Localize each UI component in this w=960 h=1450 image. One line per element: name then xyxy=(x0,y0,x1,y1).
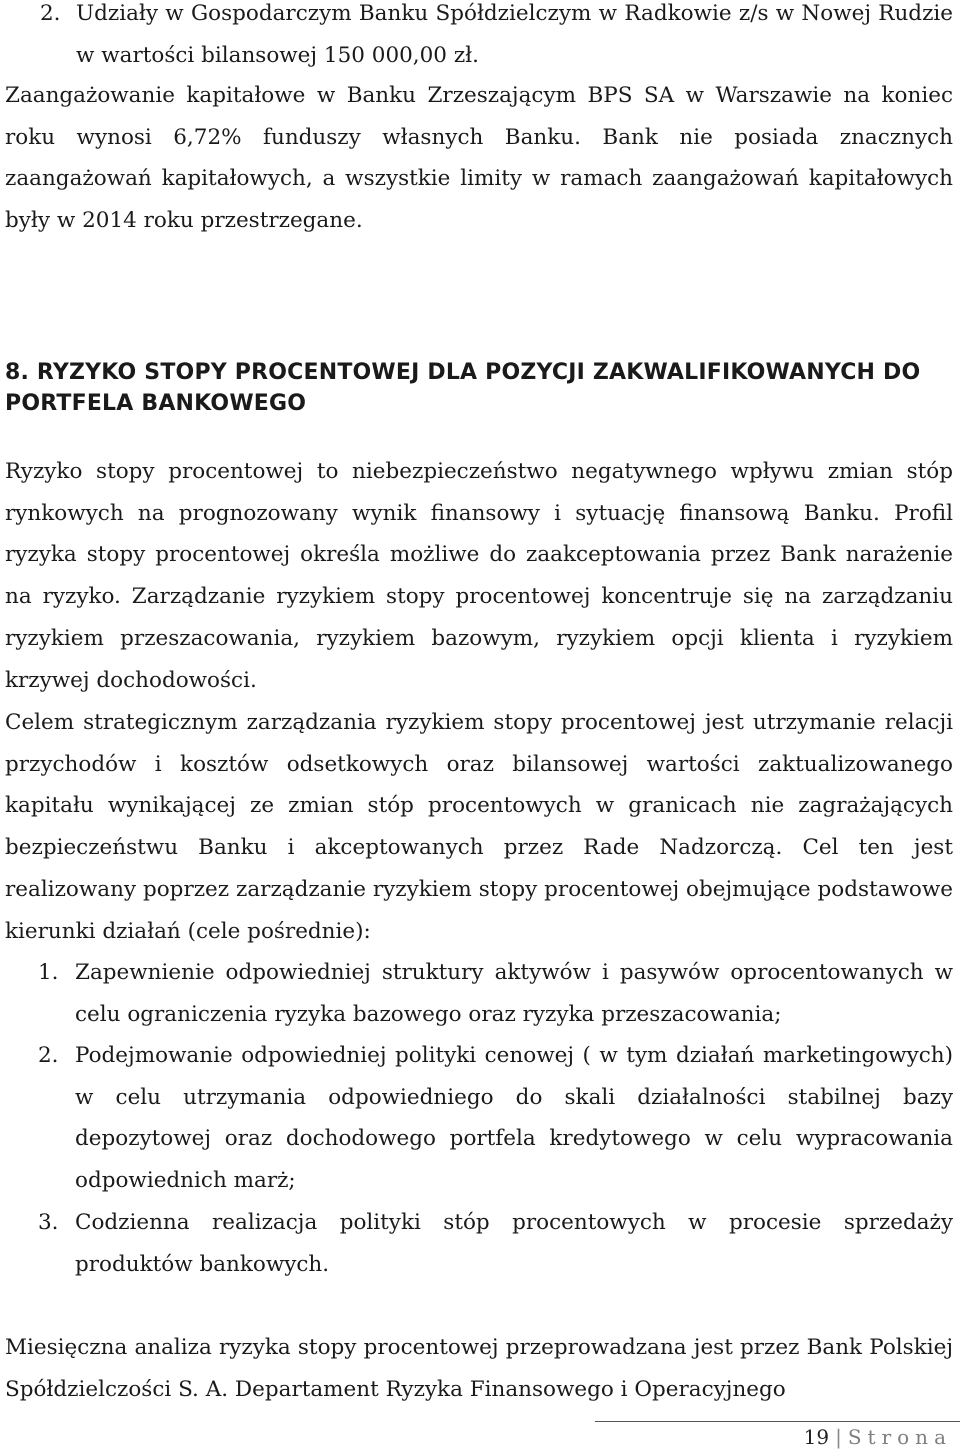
footer-divider xyxy=(595,1421,960,1422)
list-text: Udziały w Gospodarczym Banku Spółdzielczym w Radkowie z/s w Nowej Rudzie w wartości bilansowej 150 000,00 zł. xyxy=(76,1,953,68)
capital-paragraph: Zaangażowanie kapitałowe w Banku Zrzeszającym BPS SA w Warszawie na koniec roku wynosi 6,72% funduszy własnych Banku. Bank nie posiada znacznych zaangażowań kapitałowych, a wszystkie limity w ramach zaangażowań kapitałowych były w 2014 roku przestrzegane. xyxy=(5,83,953,234)
list-number: 3. xyxy=(38,1210,59,1235)
list-text: Zapewnienie odpowiedniej struktury aktywów i pasywów oprocentowanych w celu ograniczenia ryzyka bazowego oraz ryzyka przeszacowania; xyxy=(75,960,953,1027)
list-number: 2. xyxy=(38,1043,59,1068)
list-number: 2. xyxy=(40,1,61,26)
list-number: 1. xyxy=(38,960,59,985)
risk-definition-paragraph: Ryzyko stopy procentowej to niebezpieczeństwo negatywnego wpływu zmian stóp rynkowych na prognozowany wynik finansowy i sytuację finansową Banku. Profil ryzyka stopy procentowej określa możliwe do zaakceptowania przez Bank narażenie na ryzyko. Zarządzanie ryzykiem stopy procentowej koncentruje się na zarządzaniu ryzykiem przeszacowania, ryzykiem bazowym, ryzykiem opcji klienta i ryzykiem krzywej dochodowości. xyxy=(5,459,953,693)
section-heading: 8. RYZYKO STOPY PROCENTOWEJ DLA POZYCJI ZAKWALIFIKOWANYCH DO PORTFELA BANKOWEGO xyxy=(5,360,921,416)
footer-separator: | xyxy=(835,1425,842,1449)
list-text: Codzienna realizacja polityki stóp procentowych w procesie sprzedaży produktów bankowych. xyxy=(75,1210,953,1277)
page-number: 19 xyxy=(803,1425,830,1449)
strategic-goal-paragraph: Celem strategicznym zarządzania ryzykiem stopy procentowej jest utrzymanie relacji przychodów i kosztów odsetkowych oraz bilansowej wartości zaktualizowanego kapitału wynikającej ze zmian stóp procentowych w granicach nie zagrażających bezpieczeństwu Banku i akceptowanych przez Rade Nadzorczą. Cel ten jest realizowany poprzez zarządzanie ryzykiem stopy procentowej obejmujące podstawowe kierunki działań (cele pośrednie): xyxy=(5,710,953,944)
page-footer xyxy=(804,1424,952,1450)
monthly-analysis-paragraph: Miesięczna analiza ryzyka stopy procentowej przeprowadzana jest przez Bank Polskiej Spółdzielczości S. A. Departament Ryzyka Finansowego i Operacyjnego xyxy=(5,1335,953,1402)
page-label: Strona xyxy=(847,1425,952,1449)
list-text: Podejmowanie odpowiedniej polityki cenowej ( w tym działań marketingowych) w celu utrzymania odpowiedniego do skali działalności stabilnej bazy depozytowej oraz dochodowego portfela kredytowego w celu wypracowania odpowiednich marż; xyxy=(75,1043,953,1194)
